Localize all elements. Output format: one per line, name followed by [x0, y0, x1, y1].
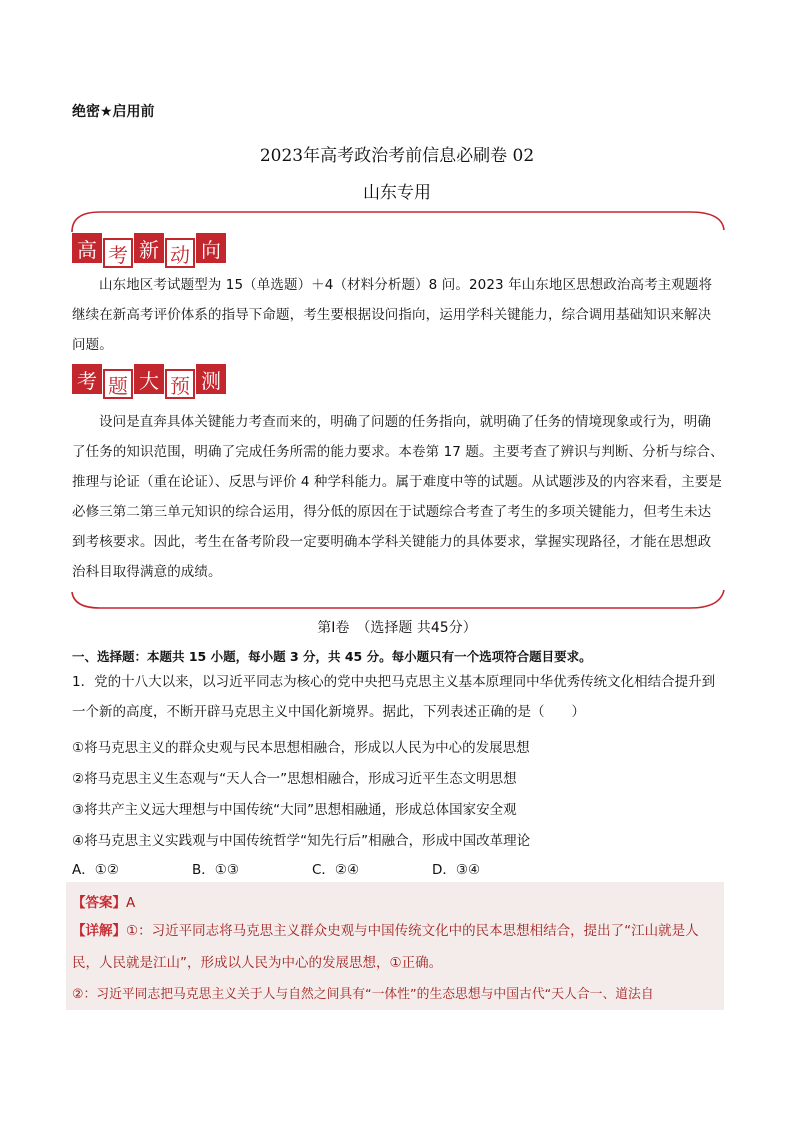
- exam-trend-paragraph: 山东地区考试题型为 15（单选题）＋4（材料分析题）8 问。2023 年山东地区思想政治高考主观题将继续在新高考评价体系的指导下命题，考生要根据设问指向，运用学科关键能力，综合调用基础知识来解决问题。: [72, 277, 713, 353]
- question-item: ④将马克思主义实践观与中国传统哲学“知先行后”相融合，形成中国改革理论: [72, 833, 531, 849]
- badge-char: 新: [134, 233, 164, 263]
- paper-title: 2023年高考政治考前信息必刷卷 02: [259, 146, 535, 166]
- badge-char: 高: [72, 233, 102, 263]
- detail-text-2: ②：习近平同志把马克思主义关于人与自然之间具有“一体性”的生态思想与中国古代“天人合一、道法自: [72, 987, 654, 1002]
- exam-forecast-paragraph: 设问是直奔具体关键能力考查而来的，明确了问题的任务指向，就明确了任务的情境现象或行为，明确了任务的知识范围，明确了完成任务所需的能力要求。本卷第 17 题。主要考查了辨识与判断、分析与综合、推理与论证（重在论证）、反思与评价 4 种学科能力。属于难度中等的试题。从试题涉及的内容来看，主要是必修三第二第三单元知识的综合运用，得分低的原因在于试题综合考查了考生的多项关键能力，但考生未达到考核要求。因此，考生在备考阶段一定要明确本学科关键能力的具体要求，掌握实现路径，才能在思想政治科目取得满意的成绩。: [72, 414, 724, 580]
- badge-exam-trend: [72, 233, 226, 268]
- badge-char: 大: [134, 364, 164, 394]
- answer-tag: 【答案】: [72, 895, 126, 911]
- paper-subtitle: 山东专用: [363, 183, 431, 203]
- detail-tag: 【详解】: [72, 923, 126, 939]
- option-d: D．③④: [432, 862, 481, 878]
- question-item: ③将共产主义远大理想与中国传统“大同”思想相融通，形成总体国家安全观: [72, 802, 517, 818]
- option-a: A．①②: [72, 862, 119, 878]
- section-title: 第Ⅰ卷 （选择题 共45分）: [317, 620, 477, 636]
- badge-char: 考: [103, 238, 133, 268]
- question-item: ②将马克思主义生态观与“天人合一”思想相融合，形成习近平生态文明思想: [72, 771, 517, 787]
- section-instruction: 一、选择题：本题共 15 小题，每小题 3 分，共 45 分。每小题只有一个选项符合题目要求。: [72, 649, 592, 664]
- option-b: B．①③: [192, 862, 239, 878]
- badge-char: 预: [165, 369, 195, 399]
- answer-value: A: [126, 895, 136, 911]
- badge-char: 题: [103, 369, 133, 399]
- answer-options: [72, 858, 552, 878]
- badge-char: 考: [72, 364, 102, 394]
- confidential-mark: 绝密★启用前: [72, 104, 155, 120]
- question-item: ①将马克思主义的群众史观与民本思想相融合，形成以人民为中心的发展思想: [72, 740, 530, 756]
- badge-char: 测: [196, 364, 226, 394]
- badge-char: 动: [165, 238, 195, 268]
- question-stem: 1．党的十八大以来，以习近平同志为核心的党中央把马克思主义基本原理同中华优秀传统文化相结合提升到一个新的高度，不断开辟马克思主义中国化新境界。据此，下列表述正确的是（ ）: [72, 674, 716, 720]
- option-c: C．②④: [312, 862, 360, 878]
- answer-line: [72, 891, 135, 911]
- badge-char: 向: [196, 233, 226, 263]
- detail-text-1: ①：习近平同志将马克思主义群众史观与中国传统文化中的民本思想相结合，提出了“江山就是人民，人民就是江山”，形成以人民为中心的发展思想，①正确。: [72, 923, 699, 971]
- answer-detail: [72, 915, 724, 979]
- badge-exam-forecast: [72, 364, 226, 399]
